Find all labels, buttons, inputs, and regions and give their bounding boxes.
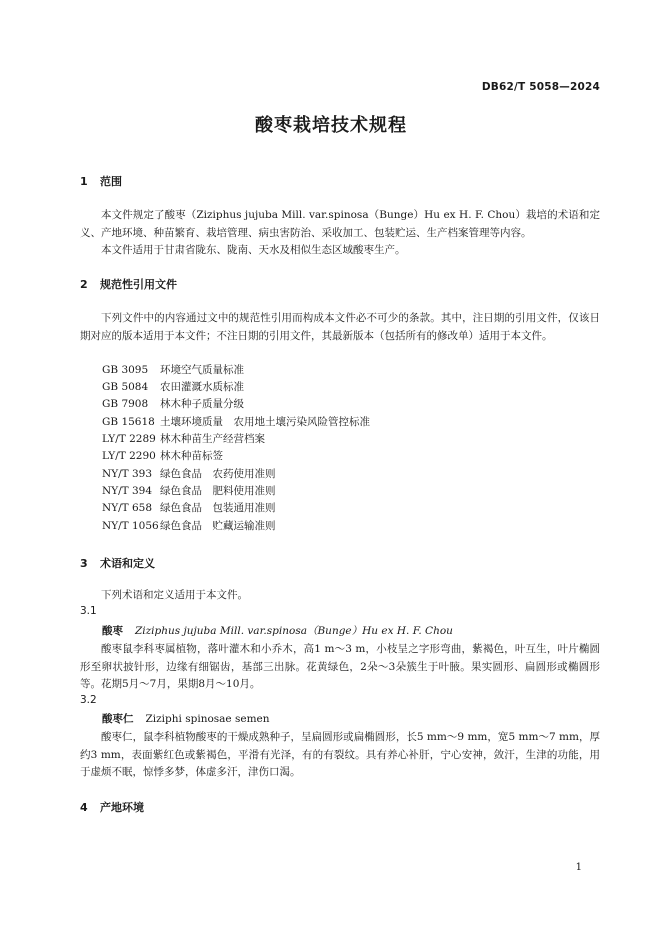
reference-item bbox=[102, 448, 223, 463]
section-heading-terms bbox=[80, 555, 155, 571]
page-title: 酸枣栽培技术规程 bbox=[255, 115, 407, 136]
term-chinese-name: 酸枣 bbox=[102, 625, 123, 637]
term-latin-name: Ziziphus jujuba Mill. var.spinosa（Bunge）Hu ex H. F. Chou bbox=[135, 625, 453, 637]
normative-intro: 下列文件中的内容通过文中的规范性引用而构成本文件必不可少的条款。其中，注日期的引用文件，仅该日期对应的版本适用于本文件；不注日期的引用文件，其最新版本（包括所有的修改单）适用于本文件。 bbox=[80, 312, 600, 342]
reference-name: 绿色食品 肥料使用准则 bbox=[160, 485, 276, 497]
reference-item bbox=[102, 362, 244, 377]
reference-item bbox=[102, 518, 276, 533]
term-number: 3.1 bbox=[80, 605, 97, 617]
page-number: 1 bbox=[575, 862, 582, 873]
reference-id: NY/T 393 bbox=[102, 468, 153, 480]
term-definition: 酸枣仁，鼠李科植物酸枣的干燥成熟种子，呈扁圆形或扁椭圆形，长5 mm～9 mm，宽5 mm～7 mm，厚约3 mm，表面紫红色或紫褐色，平滑有光泽，有的有裂纹。具有养心补肝，宁心安神，敛汗，生津的功能，用于虚烦不眠，惊悸多梦，体虚多汗，津伤口渴。 bbox=[80, 731, 600, 778]
term-heading bbox=[102, 623, 453, 638]
section-title: 术语和定义 bbox=[100, 557, 155, 570]
section-heading-normative bbox=[80, 276, 177, 292]
term-number: 3.2 bbox=[80, 694, 97, 706]
reference-id: GB 3095 bbox=[102, 364, 149, 376]
reference-item bbox=[102, 431, 265, 446]
reference-item bbox=[102, 500, 276, 515]
term-chinese-name: 酸枣仁 bbox=[102, 713, 134, 725]
scope-paragraph-1: 本文件规定了酸枣（Ziziphus jujuba Mill. var.spinosa（Bunge）Hu ex H. F. Chou）栽培的术语和定义、产地环境、种苗繁育、栽培管理、病虫害防治、采收加工、包装贮运、生产档案管理等内容。 bbox=[80, 209, 600, 239]
reference-id: NY/T 1056 bbox=[102, 520, 159, 532]
reference-name: 林木种子质量分级 bbox=[160, 398, 244, 410]
reference-id: NY/T 394 bbox=[102, 485, 153, 497]
term-definition: 酸枣鼠李科枣属植物，落叶灌木和小乔木，高1 m～3 m，小枝呈之字形弯曲，紫褐色，叶互生，叶片椭圆形至卵状披针形，边缘有细锯齿，基部三出脉。花黄绿色，2朵～3朵簇生于叶腋。果实圆形、扁圆形或椭圆形等。花期5月～7月，果期8月～10月。 bbox=[80, 643, 600, 690]
term-heading bbox=[102, 711, 270, 726]
reference-item bbox=[102, 466, 276, 481]
reference-name: 农田灌溉水质标准 bbox=[160, 381, 244, 393]
reference-name: 绿色食品 贮藏运输准则 bbox=[160, 520, 276, 532]
reference-item bbox=[102, 483, 276, 498]
reference-item bbox=[102, 379, 244, 394]
reference-name: 环境空气质量标准 bbox=[160, 364, 244, 376]
reference-id: NY/T 658 bbox=[102, 502, 153, 514]
reference-id: LY/T 2290 bbox=[102, 450, 156, 462]
section-number: 4 bbox=[80, 801, 88, 814]
reference-item bbox=[102, 414, 370, 429]
reference-item bbox=[102, 396, 244, 411]
section-number: 3 bbox=[80, 557, 88, 570]
scope-paragraph-2: 本文件适用于甘肃省陇东、陇南、天水及相似生态区域酸枣生产。 bbox=[101, 244, 406, 256]
section-number: 1 bbox=[80, 175, 88, 188]
section-heading-scope bbox=[80, 173, 122, 189]
reference-name: 绿色食品 农药使用准则 bbox=[160, 468, 276, 480]
reference-id: GB 15618 bbox=[102, 416, 155, 428]
reference-name: 林木种苗生产经营档案 bbox=[160, 433, 265, 445]
section-title: 范围 bbox=[100, 175, 122, 188]
document-code: DB62/T 5058—2024 bbox=[481, 81, 600, 93]
reference-id: GB 5084 bbox=[102, 381, 149, 393]
reference-id: GB 7908 bbox=[102, 398, 149, 410]
term-latin-name: Ziziphi spinosae semen bbox=[145, 713, 270, 725]
section-heading-environment bbox=[80, 799, 144, 815]
section-title: 规范性引用文件 bbox=[100, 278, 177, 291]
section-number: 2 bbox=[80, 278, 88, 291]
terms-intro: 下列术语和定义适用于本文件。 bbox=[101, 589, 248, 601]
section-title: 产地环境 bbox=[100, 801, 144, 814]
reference-name: 绿色食品 包装通用准则 bbox=[160, 502, 276, 514]
reference-id: LY/T 2289 bbox=[102, 433, 156, 445]
reference-name: 林木种苗标签 bbox=[160, 450, 223, 462]
reference-name: 土壤环境质量 农用地土壤污染风险管控标准 bbox=[160, 416, 370, 428]
